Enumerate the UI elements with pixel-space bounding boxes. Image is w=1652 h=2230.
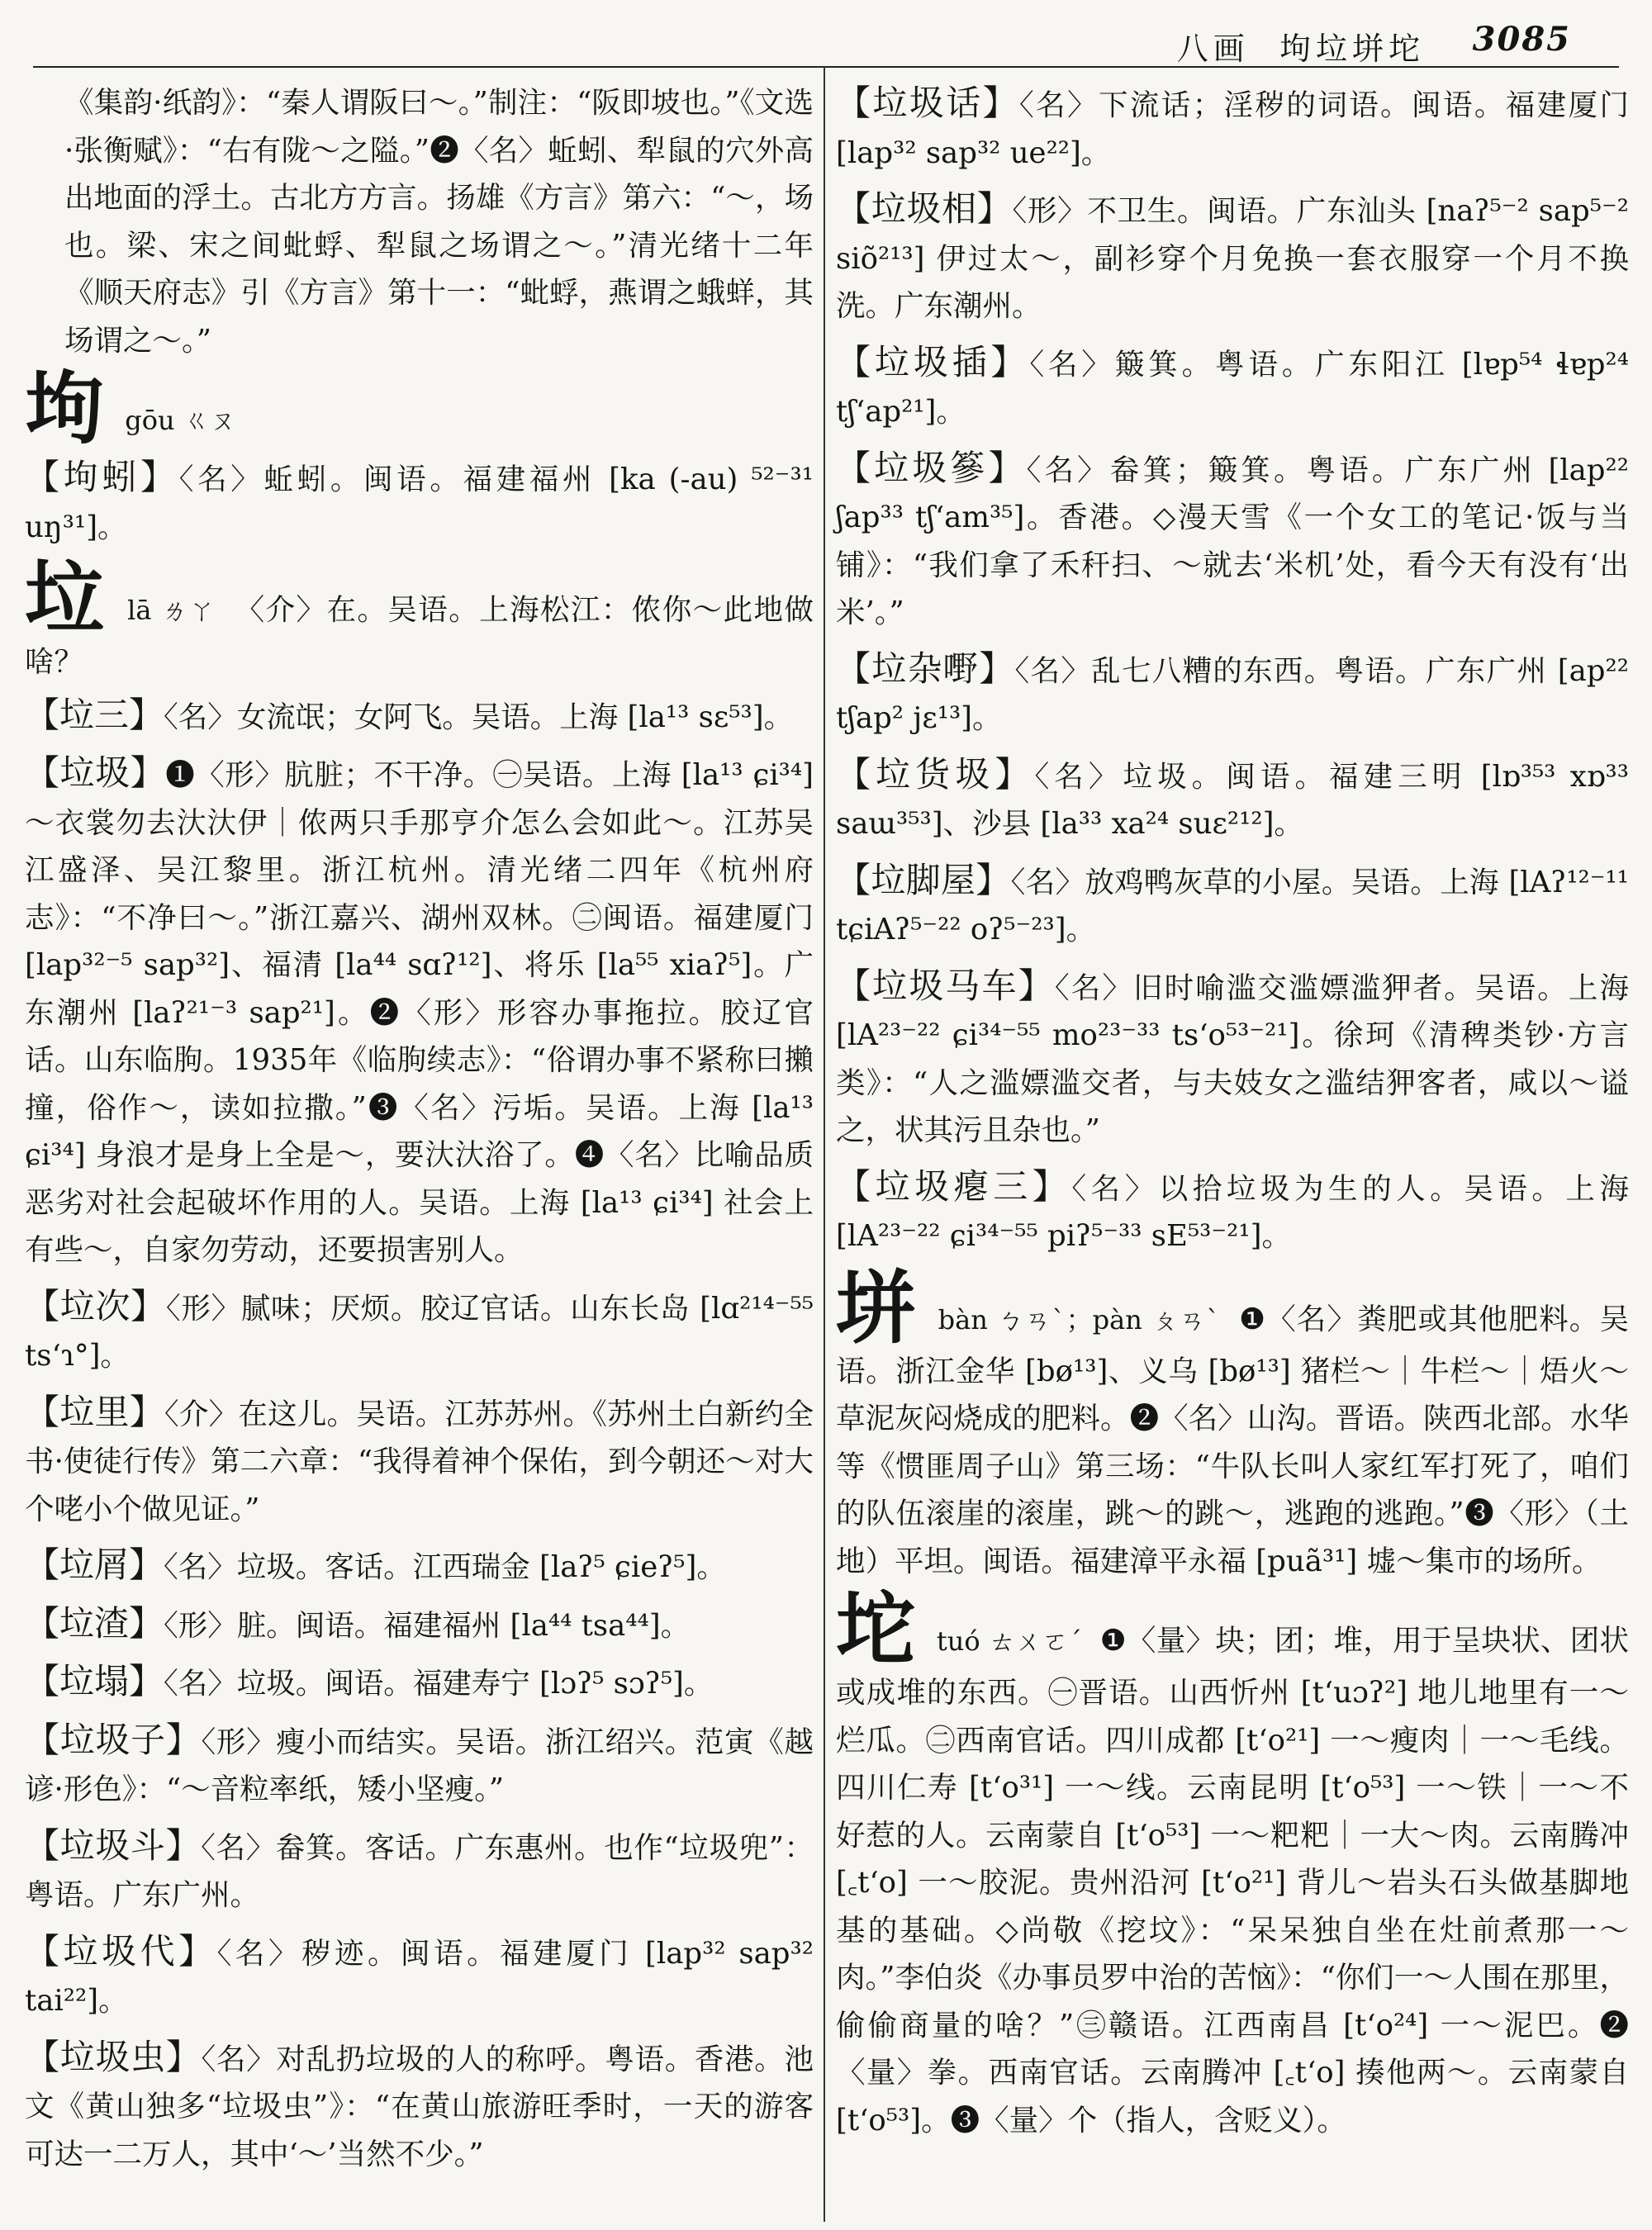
entry-text: 〈名〉簸箕。粤语。广东阳江 [lɐp⁵⁴ ɬɐp²⁴ tʃʻap²¹]。 (836, 347, 1629, 429)
entry (25, 2033, 814, 2179)
entry (836, 444, 1629, 637)
headword-char: 坸 (25, 362, 104, 455)
headword-range: 坸垃垪坨 (1279, 31, 1425, 67)
headword-definition: ❶〈量〉块；团；堆，用于呈块状、团状或成堆的东西。㊀晋语。山西忻州 [tʻuɔʔ²] 地儿地里有一～烂瓜。㊁西南官话。四川成都 [tʻo²¹] 一～瘦肉｜一～毛线。四川仁寿 [tʻo³¹] 一～线。云南昆明 [tʻo⁵³] 一～铁｜一～不好惹的人。云南蒙自 [tʻo⁵³] 一～粑粑｜一大～肉。云南腾冲 [꜀tʻo] 一～胶泥。贵州沿河 [tʻo²¹] 背儿～岩头石头做基脚地基的基础。◇尚敬《挖坟》：“呆呆独自坐在灶前煮那一～肉。”李伯炎《办事员罗中治的苦恼》：“你们一～人围在那里，偷偷商量的啥？”㊂赣语。江西南昌 [tʻo²⁴] 一～泥巴。❷〈量〉拳。西南官话。云南腾冲 [꜀tʻo] 揍他两～。云南蒙自 [tʻo⁵³]。❸〈量〉个（指人，含贬义）。 (836, 1624, 1629, 2137)
entry-headword: 【垃圾话】 (836, 83, 1020, 123)
entry-headword: 【垃圾马车】 (836, 965, 1055, 1006)
entry-headword: 【垃里】 (25, 1391, 164, 1432)
right-column (836, 79, 1629, 2149)
entry-headword: 【垃圾】 (25, 752, 166, 793)
entry (836, 645, 1629, 743)
entry (25, 1388, 814, 1534)
entry (836, 79, 1629, 177)
entry-headword: 【垃圾代】 (25, 1930, 217, 1971)
entry-text: 〈名〉以拾垃圾为生的人。吴语。上海 [lA²³⁻²² ɕi³⁴⁻⁵⁵ piʔ⁵⁻³³ sE⁵³⁻²¹]。 (836, 1171, 1629, 1253)
headword-block-gou (25, 362, 814, 455)
entry-headword: 【垃圾插】 (836, 341, 1030, 382)
headword-pinyin: gōu ㄍㄡ (125, 405, 236, 436)
entry-headword: 【垃塌】 (25, 1661, 164, 1701)
entry-text: 〈名〉乱七八糟的东西。粤语。广东广州 [ap²² tʃap² jɛ¹³]。 (836, 653, 1629, 735)
entry-text: 〈名〉蚯蚓。闽语。福建福州 [ka (-au) ⁵²⁻³¹ uŋ³¹]。 (25, 463, 814, 544)
entry-text: 〈名〉下流话；淫秽的词语。闽语。福建厦门 [lap³² sap³² ue²²]。 (836, 88, 1629, 170)
entry (25, 1928, 814, 2025)
entry (25, 1822, 814, 1919)
entry-headword: 【垃圾子】 (25, 1719, 202, 1760)
headword-char: 坨 (836, 1582, 916, 1676)
headword-pinyin: tuó ㄊㄨㄛˊ (936, 1625, 1083, 1657)
continuation-paragraph: 《集韵·纸韵》：“秦人谓阪曰～。”制注：“阪即坡也。”《文选·张衡赋》：“右有陇～之隘。”❷〈名〉蚯蚓、犁鼠的穴外高出地面的浮土。古北方方言。扬雄《方言》第六：“～，场也。梁、宋之间蚍蜉、犁鼠之场谓之～。”清光绪十二年《顺天府志》引《方言》第十一：“蚍蜉，燕谓之蛾蛘，其场谓之～。” (64, 86, 814, 358)
headword-char: 垃 (25, 552, 106, 645)
entry-text: 〈形〉不卫生。闽语。广东汕头 [naʔ⁵⁻² sap⁵⁻² siõ²¹³] 伊过太～，副衫穿个月免换一套衣服穿一个月不换洗。广东潮州。 (836, 194, 1629, 323)
headword-block-tuo (836, 1582, 1629, 2144)
headword-block-la (25, 552, 814, 686)
entry (836, 751, 1629, 848)
entry-headword: 【垃三】 (25, 694, 164, 735)
entry (836, 185, 1629, 330)
entry (25, 1283, 814, 1380)
page-number: 3085 (1472, 20, 1571, 59)
entry (25, 1716, 814, 1814)
entry (836, 856, 1629, 954)
entry (836, 1163, 1629, 1260)
entry-text: 〈名〉女流氓；女阿飞。吴语。上海 [la¹³ sɛ⁵³]。 (164, 700, 794, 734)
entry-text: 〈名〉畚箕；簸箕。粤语。广东广州 [lap²² ʃap³³ tʃʻam³⁵]。香港。◇漫天雪《一个女工的笔记·饭与当铺》：“我们拿了禾秆扫、～就去‘米机’处，看今天有没有‘出米’。” (836, 453, 1629, 629)
entry (25, 1600, 814, 1650)
entry-headword: 【垃圾篸】 (836, 447, 1027, 488)
entry-headword: 【垃屑】 (25, 1544, 164, 1585)
entry-headword: 【垃杂嘢】 (836, 648, 1015, 689)
entry (25, 453, 814, 551)
entry-text: 〈名〉对乱扔垃圾的人的称呼。粤语。香港。池文《黄山独多“垃圾虫”》：“在黄山旅游旺季时，一天的游客可达一二万人，其中‘～’当然不少。” (25, 2042, 814, 2171)
entry-headword: 【垃次】 (25, 1285, 166, 1326)
headword-pinyin: bàn ㄅㄢˋ；pàn ㄆㄢˋ (938, 1303, 1221, 1336)
entry-text: 〈名〉畚箕。客话。广东惠州。也作“垃圾兜”：粤语。广东广州。 (25, 1830, 814, 1912)
entry-headword: 【垃渣】 (25, 1602, 164, 1644)
entry-text: 〈名〉旧时喻滥交滥嫖滥狎者。吴语。上海 [lA²³⁻²² ɕi³⁴⁻⁵⁵ mo²³⁻³³ tsʻo⁵³⁻²¹]。徐珂《清稗类钞·方言类》：“人之滥嫖滥交者，与夫妓女之滥结狎客者，咸以～谥之，状其污且杂也。” (836, 970, 1629, 1147)
entry (25, 749, 814, 1274)
entry-text: 〈介〉在这儿。吴语。江苏苏州。《苏州土白新约全书·使徒行传》第二六章：“我得着神个保佑，到今朝还～对大个咾小个做见证。” (25, 1397, 814, 1526)
entry-text: 〈名〉秽迹。闽语。福建厦门 [lap³² sap³² tai²²]。 (25, 1936, 814, 2018)
entry-text: 〈名〉放鸡鸭灰草的小屋。吴语。上海 [lAʔ¹²⁻¹¹ tɕiAʔ⁵⁻²² oʔ⁵⁻²³]。 (836, 865, 1629, 947)
entry-headword: 【垃圾虫】 (25, 2036, 202, 2077)
entry-headword: 【坸蚓】 (25, 457, 179, 497)
entry-text: 〈名〉垃圾。闽语。福建三明 [lɒ³⁵³ xɒ³³ saɯ³⁵³]、沙县 [la³³ xa²⁴ suɛ²¹²]。 (836, 759, 1629, 841)
headword-block-ban (836, 1260, 1629, 1586)
entry-headword: 【垃圾相】 (836, 188, 1013, 229)
entry-headword: 【垃圾瘪三】 (836, 1165, 1072, 1207)
entry-text: 〈名〉垃圾。闽语。福建寿宁 [lɔʔ⁵ sɔʔ⁵]。 (164, 1667, 714, 1701)
page-header (33, 18, 1619, 67)
headword-char: 垪 (836, 1260, 917, 1355)
column-divider (824, 66, 825, 2222)
entry-headword: 【垃货圾】 (836, 753, 1035, 795)
left-column (25, 79, 814, 2186)
entry (836, 339, 1629, 436)
entry (25, 691, 814, 742)
entry (836, 962, 1629, 1155)
entry-headword: 【垃脚屋】 (836, 859, 1011, 900)
entry-text: 〈名〉垃圾。客话。江西瑞金 [laʔ⁵ ɕieʔ⁵]。 (164, 1550, 726, 1584)
running-head (1177, 23, 1425, 69)
section-label: 八画 (1176, 31, 1250, 67)
entry-text: 〈形〉腻味；厌烦。胶辽官话。山东长岛 [lɑ²¹⁴⁻⁵⁵ tsʻɿ°]。 (25, 1291, 814, 1373)
entry (25, 1658, 814, 1708)
headword-definition: ❶〈名〉粪肥或其他肥料。吴语。浙江金华 [bø¹³]、义乌 [bø¹³] 猪栏～｜牛栏～｜焐火～草泥灰闷烧成的肥料。❷〈名〉山沟。晋语。陕西北部。水华等《惯匪周子山》第三场：“牛队长叫人家红军打死了，咱们的队伍滚崖的滚崖，跳～的跳～，逃跑的逃跑。”❸〈形〉（土地）平坦。闽语。福建漳平永福 [puã³¹] 墟～集市的场所。 (836, 1302, 1629, 1578)
headword-pinyin: lā ㄌㄚ (127, 595, 216, 626)
entry-text: 〈形〉脏。闽语。福建福州 [la⁴⁴ tsa⁴⁴]。 (164, 1608, 691, 1643)
entry (25, 1541, 814, 1592)
entry-text: ❶〈形〉肮脏；不干净。㊀吴语。上海 [la¹³ ɕi³⁴] ～衣裳勿去汏汏伊｜侬两只手那亨介怎么会如此～。江苏吴江盛泽、吴江黎里。浙江杭州。清光绪二四年《杭州府志》：“不净曰～。”浙江嘉兴、湖州双林。㊁闽语。福建厦门 [lap³²⁻⁵ sap³²]、福清 [la⁴⁴ sɑʔ¹²]、将乐 [la⁵⁵ xiaʔ⁵]。广东潮州 [laʔ²¹⁻³ sap²¹]。❷〈形〉形容办事拖拉。胶辽官话。山东临朐。1935年《临朐续志》：“俗谓办事不紧称曰攋撞，俗作～，读如拉撒。”❸〈名〉污垢。吴语。上海 [la¹³ ɕi³⁴] 身浪才是身上全是～，要汏汏浴了。❹〈名〉比喻品质恶劣对社会起破坏作用的人。吴语。上海 [la¹³ ɕi³⁴] 社会上有些～，自家勿劳动，还要损害别人。 (25, 758, 814, 1267)
header-rule (33, 66, 1619, 68)
entry-text: 〈形〉瘦小而结实。吴语。浙江绍兴。范寅《越谚·形色》：“～音粒率纸，矮小坚瘦。” (25, 1725, 814, 1806)
entry-headword: 【垃圾斗】 (25, 1824, 202, 1866)
headword-definition: 〈介〉在。吴语。上海松江：侬你～此地做啥？ (25, 593, 814, 679)
